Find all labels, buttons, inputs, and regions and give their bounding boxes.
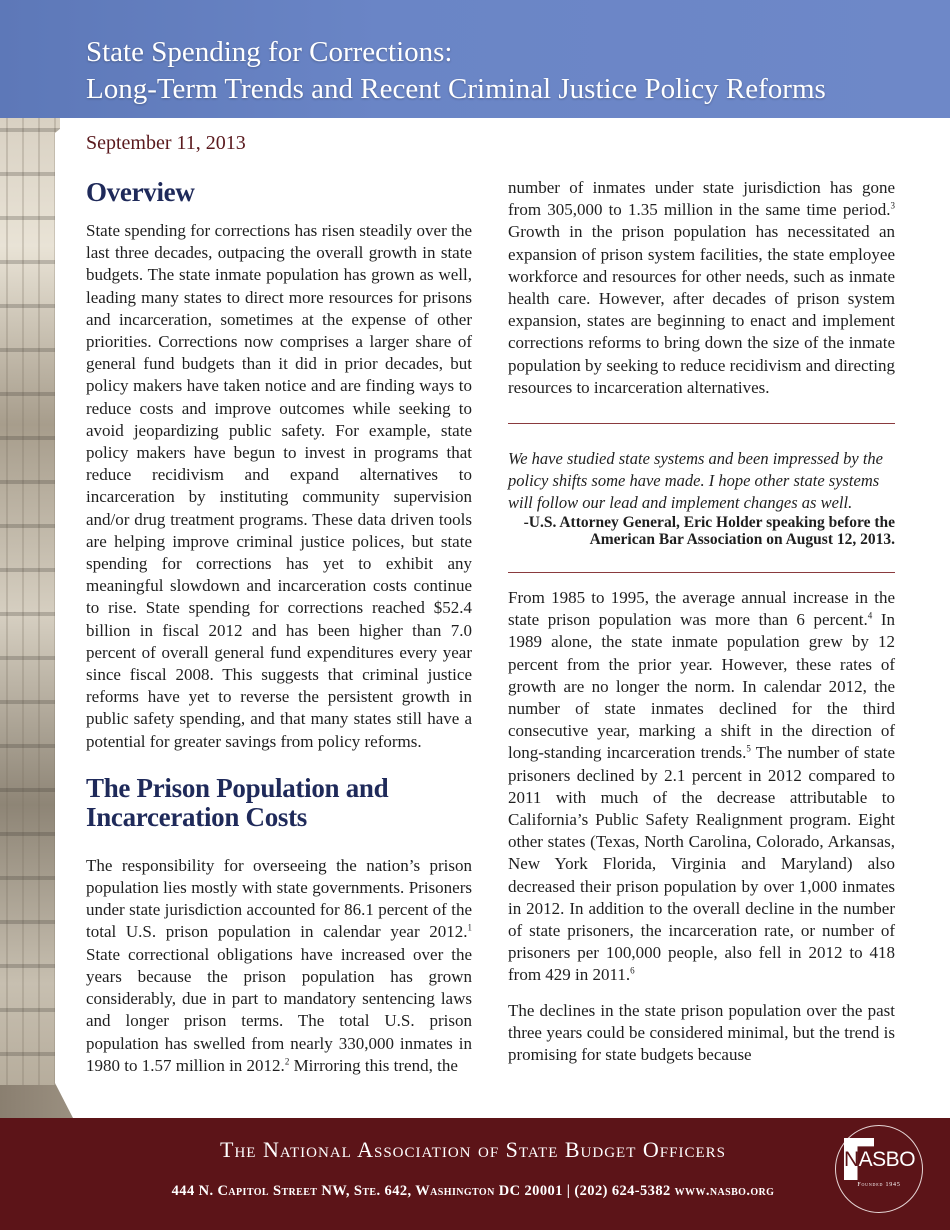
budget-trend-paragraph: The declines in the state prison population over the past three years could be considered minimal, but the trend is promising for state budgets because xyxy=(508,1000,895,1065)
text-run: From 1985 to 1995, the average annual increase in the state prison population was more than 6 percent. xyxy=(508,588,895,630)
footnote-ref-3: 3 xyxy=(890,200,895,211)
overview-heading: Overview xyxy=(86,177,195,207)
logo-founded-text: Founded 1945 xyxy=(857,1182,901,1188)
logo-letter-n: N xyxy=(844,1148,859,1171)
text-run: The responsibility for overseeing the nation’s prison population lies mostly with state governments. Prisoners under state jurisdiction accounted for 86.1 percent of the total U.S. prison population in calendar year 2012. xyxy=(86,855,472,942)
page-title xyxy=(86,34,826,108)
organization-name-text: The National Association of State Budget Officers xyxy=(220,1137,726,1162)
logo-letters-asbo: ASBO xyxy=(858,1148,916,1171)
prison-heading-line-2: Incarceration Costs xyxy=(86,801,308,832)
footnote-ref-1: 1 xyxy=(467,922,472,933)
prison-population-paragraph xyxy=(86,855,472,1077)
quote-attribution xyxy=(508,514,895,548)
continued-paragraph xyxy=(508,177,895,399)
footer-band xyxy=(0,1118,950,1230)
text-run: number of inmates under state jurisdiction has gone from 305,000 to 1.35 million in the same time period. xyxy=(508,178,895,220)
text-run: The number of state prisoners declined by 2.1 percent in 2012 compared to 2011 with much of the decrease attributable to California’s Public Safety Realignment program. Eight other states (Texas, North Carolina, Colorado, Arkansas, New York Florida, Virginia and Maryland) also decreased their prison population by over 1,000 inmates in 2012. In addition to the overall decline in the number of state prisoners, the incarceration rate, or number of prisoners per 100,000 people, also fell in 2012 to 418 from 429 in 2011. xyxy=(508,743,895,985)
footnote-ref-6: 6 xyxy=(630,965,635,976)
capitol-building-image xyxy=(0,0,60,1118)
quote-bottom-rule xyxy=(508,572,895,573)
left-column xyxy=(86,178,472,1077)
quote-text: We have studied state systems and been impressed by the policy shifts some have made. I hope other state systems will follow our lead and implement changes as well. xyxy=(508,449,883,513)
attribution-line-1: -U.S. Attorney General, Eric Holder speaking before the xyxy=(523,514,895,532)
title-line-2: Long-Term Trends and Recent Criminal Justice Policy Reforms xyxy=(86,73,826,105)
text-run: Mirroring this trend, the xyxy=(289,1055,458,1075)
footnote-ref-5: 5 xyxy=(746,743,751,754)
prison-population-heading xyxy=(86,774,472,832)
prison-heading-line-1: The Prison Population and xyxy=(86,772,389,803)
footnote-ref-2: 2 xyxy=(284,1056,290,1067)
nasbo-logo-text xyxy=(844,1148,915,1172)
decline-trend-paragraph xyxy=(508,587,895,987)
text-run: In 1989 alone, the state inmate population grew by 12 percent from the prior year. However, these rates of growth are no longer the norm. In calendar 2012, the number of state inmates declined for the third consecutive year, marking a shift in the direction of long-standing incarceration trends. xyxy=(508,610,895,763)
right-column xyxy=(508,177,895,1066)
pull-quote xyxy=(508,448,895,548)
organization-name xyxy=(0,1137,950,1163)
footnote-ref-4: 4 xyxy=(867,610,873,621)
quote-top-rule xyxy=(508,423,895,424)
publication-date: September 11, 2013 xyxy=(86,132,246,154)
text-run: State correctional obligations have increased over the years because the prison population has grown considerably, due in part to mandatory sentencing laws and longer prison terms. The total U.S. prison population has swelled from nearly 330,000 inmates in 1980 to 1.57 million in 2012. xyxy=(86,944,472,1075)
contact-address-text: 444 N. Capitol Street NW, Ste. 642, Washington DC 20001 | (202) 624-5382 www.nasbo.org xyxy=(171,1183,775,1199)
contact-address xyxy=(0,1183,950,1200)
overview-paragraph: State spending for corrections has risen steadily over the last three decades, outpacing the overall growth in state budgets. The state inmate population has grown as well, leading many states to direct more resources for prisons and incarceration, sometimes at the expense of other priorities. Corrections now comprises a larger share of general fund budgets than it did in prior decades, but policy makers have taken notice and are finding ways to reduce costs and improve outcomes while seeking to avoid jeopardizing public safety. For example, state policy makers have begun to invest in programs that reduce recidivism and expand alternatives to incarceration by instituting community supervision and/or drug treatment programs. These data driven tools are helping improve criminal justice polices, but state spending for corrections has yet to exhibit any meaningful slowdown and incarceration costs continue to rise. State spending for corrections reached $52.4 billion in fiscal 2012 and has been higher than 7.0 percent of overall general fund expenditures every year since fiscal 2008. This suggests that criminal justice reforms have yet to reverse the persistent growth in public safety spending, and that many states still have a potential for greater savings from policy reforms. xyxy=(86,221,472,751)
text-run: Growth in the prison population has necessitated an expansion of prison system facilities, the state employee workforce and resources for other needs, such as inmate health care. However, after decades of prison system expansion, states are beginning to enact and implement corrections reforms to bring down the size of the inmate population by seeking to reduce recidivism and directing resources to incarceration alternatives. xyxy=(508,222,895,397)
title-line-1: State Spending for Corrections: xyxy=(86,36,453,68)
attribution-line-2: American Bar Association on August 12, 2013. xyxy=(589,531,895,549)
